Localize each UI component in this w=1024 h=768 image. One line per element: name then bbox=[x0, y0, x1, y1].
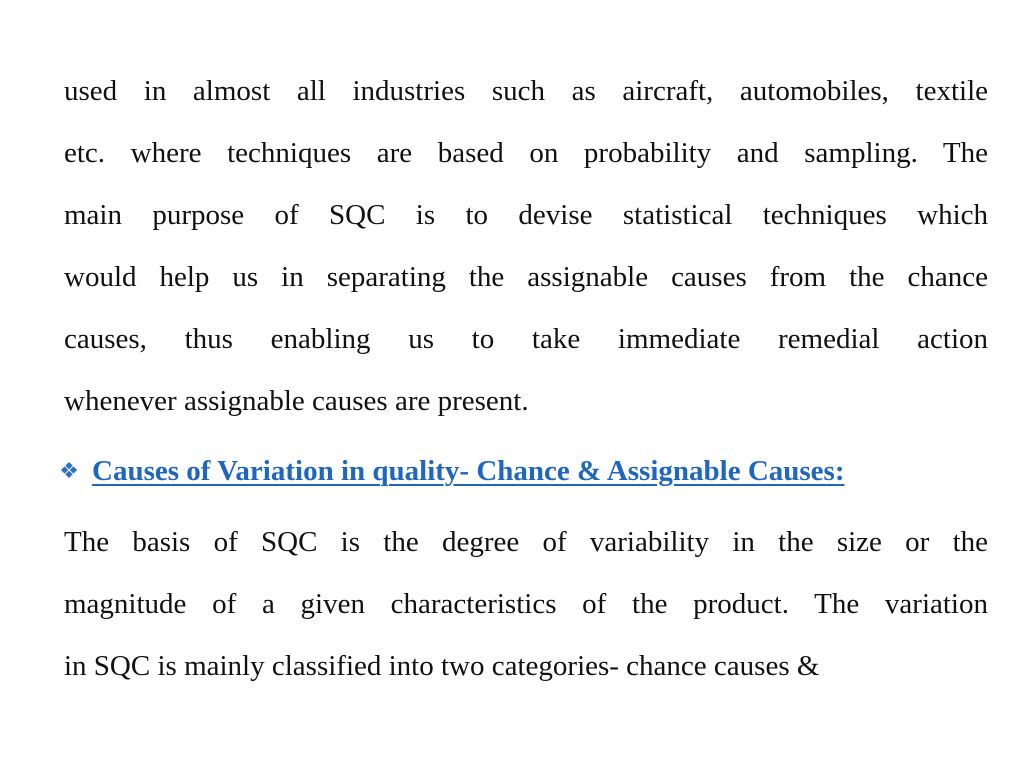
text-line: main purpose of SQC is to devise statistical techniques which bbox=[64, 199, 988, 231]
diamond-bullet-icon: ❖ bbox=[59, 458, 79, 484]
text-line: whenever assignable causes are present. bbox=[64, 385, 529, 417]
text-line: used in almost all industries such as aircraft, automobiles, textile bbox=[64, 75, 988, 107]
paragraph-variation-basis bbox=[64, 511, 988, 697]
text-line: magnitude of a given characteristics of the product. The variation bbox=[64, 588, 988, 620]
section-heading bbox=[50, 449, 990, 493]
text-line: causes, thus enabling us to take immediate remedial action bbox=[64, 323, 988, 355]
text-line: in SQC is mainly classified into two categories- chance causes & bbox=[64, 650, 820, 682]
text-line: would help us in separating the assignable causes from the chance bbox=[64, 261, 988, 293]
text-line: The basis of SQC is the degree of variability in the size or the bbox=[64, 526, 988, 558]
heading-text: Causes of Variation in quality- Chance & Assignable Causes: bbox=[92, 454, 845, 487]
text-line: etc. where techniques are based on probability and sampling. The bbox=[64, 137, 988, 169]
paragraph-sqc-purpose bbox=[64, 60, 988, 432]
